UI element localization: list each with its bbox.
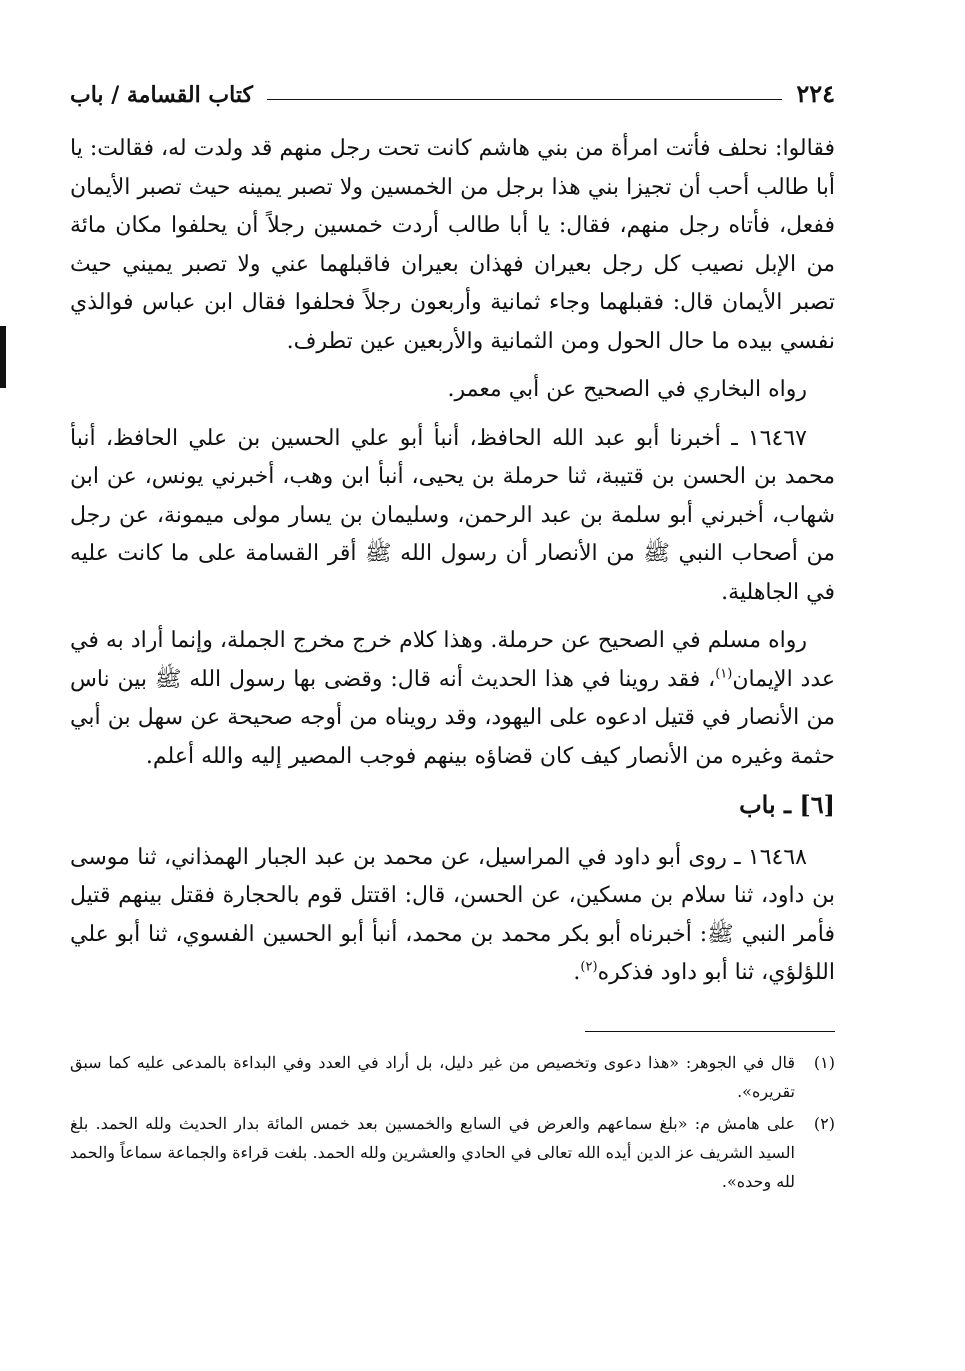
binding-margin-mark bbox=[0, 326, 6, 388]
paragraph-hadith-16467: ١٦٤٦٧ ـ أخبرنا أبو عبد الله الحافظ، أنبأ أبو علي الحسين بن علي الحافظ، أنبأ محمد بن الحسن بن قتيبة، ثنا حرملة بن يحيى، أنبأ ابن وهب، أخبرني يونس، عن ابن شهاب، أخبرني أبو سلمة بن عبد الرحمن، وسليمان بن يسار مولى ميمونة، عن رجل من أصحاب النبي ﷺ من الأنصار أن رسول الله ﷺ أقر القسامة على ما كانت عليه في الجاهلية. bbox=[70, 425, 835, 605]
page-number: ٢٢٤ bbox=[796, 79, 835, 108]
paragraph-hadith-16468 bbox=[70, 839, 835, 993]
running-title: كتاب القسامة / باب bbox=[70, 82, 253, 108]
section-heading: [٦] ـ باب bbox=[739, 790, 835, 819]
footnote-separator bbox=[585, 1031, 835, 1032]
page-header bbox=[70, 74, 835, 108]
footnote-ref-2[interactable]: (٢) bbox=[580, 959, 598, 975]
footnote-ref-1[interactable]: (١) bbox=[715, 666, 733, 682]
footnote-text: على هامش م: «بلغ سماعهم والعرض في السابع والخمسين بعد خمس المائة بدار الحديث ولله الحمد. بلغ السيد الشريف عز الدين أيده الله تعالى في الحادي والعشرين ولله الحمد. بلغت قراءة والجماعة سماعاً والحمد لله وحده». bbox=[70, 1113, 795, 1191]
paragraph-bukhari: رواه البخاري في الصحيح عن أبي معمر. bbox=[447, 377, 807, 402]
header-rule bbox=[267, 99, 782, 100]
footnote-number: (١) bbox=[813, 1052, 835, 1072]
main-text bbox=[70, 130, 835, 993]
paragraph-muslim bbox=[70, 622, 835, 776]
footnote-2 bbox=[70, 1109, 835, 1196]
footnotes bbox=[70, 1048, 835, 1196]
paragraph-muslim-part2: ، فقد روينا في هذا الحديث أنه قال: وقضى بها رسول الله ﷺ بين ناس من الأنصار في قتيل ادعوه على اليهود، وقد رويناه من أوجه صحيحة عن سهل بن أبي حثمة وغيره من الأنصار كيف كان قضاؤه بينهم فوجب المصير إليه والله أعلم. bbox=[70, 666, 835, 769]
book-page bbox=[70, 74, 835, 1331]
paragraph-hadith-16468-text: ١٦٤٦٨ ـ روى أبو داود في المراسيل، عن محمد بن عبد الجبار الهمذاني، ثنا موسى بن داود، ثنا سلام بن مسكين، عن الحسن، قال: اقتتل قوم بالحجارة فقتل بينهم قتيل فأمر النبي ﷺ: أخبرناه أبو بكر محمد بن محمد، أنبأ أبو الحسين الفسوي، ثنا أبو علي اللؤلؤي، ثنا أبو داود فذكره bbox=[70, 844, 835, 985]
footnote-number: (٢) bbox=[813, 1113, 835, 1133]
footnote-1 bbox=[70, 1048, 835, 1106]
paragraph-muslim-part1: رواه مسلم في الصحيح عن حرملة. وهذا كلام خرج مخرج الجملة، وإنما أراد به في عدد الإيمان bbox=[70, 628, 836, 692]
paragraph-story: فقالوا: نحلف فأتت امرأة من بني هاشم كانت تحت رجل منهم قد ولدت له، فقالت: يا أبا طالب أحب أن تجيزا بني هذا برجل من الخمسين ولا تصبر يمينه حيث تصبر الأيمان ففعل، فأتاه رجل منهم، فقال: يا أبا طالب أردت خمسين رجلاً أن يحلفوا مكان مائة من الإبل نصيب كل رجل بعيران فهذان بعيران فاقبلهما عني ولا تصبر يميني حيث تصبر الأيمان قال: فقبلهما وجاء ثمانية وأربعون رجلاً فحلفوا فقال ابن عباس فوالذي نفسي بيده ما حال الحول ومن الثمانية والأربعين عين تطرف. bbox=[70, 136, 835, 354]
footnote-text: قال في الجوهر: «هذا دعوى وتخصيص من غير دليل، بل أراد في العدد وفي البداءة بالمدعى عليه كما سبق تقريره». bbox=[70, 1052, 795, 1101]
paragraph-hadith-16468-end: . bbox=[573, 960, 581, 985]
